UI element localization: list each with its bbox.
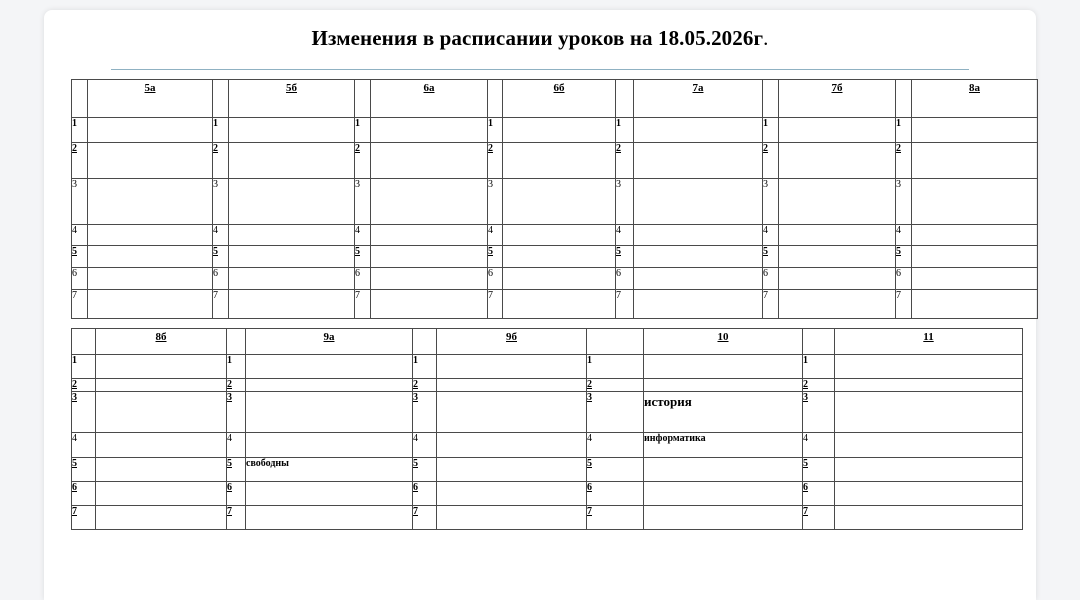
lesson-number: 3 xyxy=(803,392,835,433)
lesson-number: 2 xyxy=(227,379,246,392)
schedule-cell[interactable] xyxy=(229,290,355,319)
lesson-number: 3 xyxy=(72,392,96,433)
lesson-number: 1 xyxy=(763,118,779,143)
lesson-number: 6 xyxy=(896,268,912,290)
schedule-cell[interactable] xyxy=(912,290,1038,319)
lesson-number: 4 xyxy=(803,433,835,458)
schedule-cell[interactable] xyxy=(371,143,488,179)
lesson-number: 3 xyxy=(488,179,503,225)
lesson-number: 1 xyxy=(213,118,229,143)
lesson-number: 2 xyxy=(896,143,912,179)
lesson-number: 6 xyxy=(488,268,503,290)
lesson-number: 4 xyxy=(587,433,644,458)
schedule-cell[interactable] xyxy=(503,225,616,246)
lesson-number: 2 xyxy=(413,379,437,392)
lesson-number: 3 xyxy=(355,179,371,225)
lesson-number: 7 xyxy=(763,290,779,319)
schedule-cell[interactable] xyxy=(503,118,616,143)
lesson-number: 2 xyxy=(803,379,835,392)
schedule-cell[interactable] xyxy=(437,506,587,530)
lesson-number: 2 xyxy=(72,143,88,179)
lesson-number: 4 xyxy=(355,225,371,246)
title-dot: . xyxy=(763,26,769,50)
lesson-number: 5 xyxy=(213,246,229,268)
schedule-cell[interactable] xyxy=(644,458,803,482)
lesson-number: 1 xyxy=(355,118,371,143)
schedule-cell[interactable] xyxy=(779,246,896,268)
schedule-cell[interactable] xyxy=(96,392,227,433)
lesson-number: 3 xyxy=(227,392,246,433)
schedule-cell[interactable] xyxy=(634,268,763,290)
header-spacer-cell xyxy=(587,329,644,355)
lesson-number: 6 xyxy=(72,268,88,290)
lesson-number: 3 xyxy=(213,179,229,225)
lesson-number: 1 xyxy=(227,355,246,379)
class-header: 8а xyxy=(912,80,1038,118)
schedule-cell[interactable] xyxy=(912,225,1038,246)
header-row xyxy=(72,329,1023,355)
lesson-row xyxy=(72,392,1023,433)
header-spacer-cell xyxy=(803,329,835,355)
lesson-number: 4 xyxy=(616,225,634,246)
schedule-cell[interactable] xyxy=(779,225,896,246)
schedule-cell[interactable] xyxy=(835,506,1023,530)
schedule-cell[interactable] xyxy=(835,482,1023,506)
lesson-row xyxy=(72,458,1023,482)
lesson-row xyxy=(72,379,1023,392)
schedule-cell[interactable] xyxy=(644,379,803,392)
lesson-number: 6 xyxy=(413,482,437,506)
schedule-cell[interactable] xyxy=(779,290,896,319)
schedule-cell[interactable] xyxy=(88,179,213,225)
header-spacer-cell xyxy=(488,80,503,118)
lesson-number: 2 xyxy=(616,143,634,179)
schedule-change[interactable]: история xyxy=(644,392,803,433)
schedule-cell[interactable] xyxy=(644,482,803,506)
schedule-cell[interactable] xyxy=(912,268,1038,290)
lesson-number: 3 xyxy=(413,392,437,433)
schedule-table-upper xyxy=(71,79,1038,319)
lesson-number: 4 xyxy=(763,225,779,246)
lesson-number: 5 xyxy=(413,458,437,482)
lesson-number: 2 xyxy=(488,143,503,179)
lesson-number: 4 xyxy=(213,225,229,246)
lesson-number: 6 xyxy=(72,482,96,506)
lesson-number: 7 xyxy=(616,290,634,319)
class-header: 6б xyxy=(503,80,616,118)
schedule-cell[interactable] xyxy=(246,482,413,506)
schedule-cell[interactable] xyxy=(835,392,1023,433)
schedule-cell[interactable] xyxy=(634,225,763,246)
lesson-number: 2 xyxy=(763,143,779,179)
lesson-number: 7 xyxy=(488,290,503,319)
schedule-cell[interactable] xyxy=(779,179,896,225)
schedule-cell[interactable] xyxy=(246,355,413,379)
schedule-cell[interactable] xyxy=(437,433,587,458)
lesson-row xyxy=(72,246,1038,268)
lesson-number: 1 xyxy=(587,355,644,379)
lesson-number: 7 xyxy=(227,506,246,530)
class-header: 6а xyxy=(371,80,488,118)
class-header: 11 xyxy=(835,329,1023,355)
schedule-cell[interactable] xyxy=(835,379,1023,392)
lesson-number: 4 xyxy=(227,433,246,458)
schedule-cell[interactable] xyxy=(835,433,1023,458)
header-spacer-cell xyxy=(763,80,779,118)
lesson-number: 5 xyxy=(355,246,371,268)
lesson-number: 4 xyxy=(488,225,503,246)
schedule-cell[interactable] xyxy=(634,143,763,179)
lesson-number: 6 xyxy=(213,268,229,290)
header-spacer-cell xyxy=(72,329,96,355)
schedule-cell[interactable] xyxy=(634,179,763,225)
class-header: 7а xyxy=(634,80,763,118)
lesson-row xyxy=(72,290,1038,319)
lesson-number: 7 xyxy=(896,290,912,319)
schedule-cell[interactable] xyxy=(912,118,1038,143)
schedule-cell[interactable] xyxy=(246,506,413,530)
schedule-cell[interactable] xyxy=(634,246,763,268)
lesson-number: 5 xyxy=(72,246,88,268)
schedule-cell[interactable] xyxy=(437,482,587,506)
lesson-number: 5 xyxy=(896,246,912,268)
lesson-number: 1 xyxy=(896,118,912,143)
lesson-number: 2 xyxy=(213,143,229,179)
title-text: Изменения в расписании уроков на 18.05.2026г xyxy=(311,26,764,50)
lesson-number: 1 xyxy=(616,118,634,143)
schedule-cell[interactable] xyxy=(246,392,413,433)
schedule-cell[interactable] xyxy=(634,290,763,319)
schedule-cell[interactable] xyxy=(96,458,227,482)
schedule-cell[interactable] xyxy=(88,118,213,143)
schedule-cell[interactable] xyxy=(229,225,355,246)
lesson-number: 2 xyxy=(355,143,371,179)
class-header: 10 xyxy=(644,329,803,355)
lesson-row xyxy=(72,225,1038,246)
schedule-cell[interactable] xyxy=(96,482,227,506)
schedule-table-lower xyxy=(71,328,1023,530)
schedule-cell[interactable] xyxy=(88,143,213,179)
schedule-cell[interactable] xyxy=(88,225,213,246)
lesson-row xyxy=(72,143,1038,179)
schedule-cell[interactable] xyxy=(96,379,227,392)
lesson-number: 7 xyxy=(413,506,437,530)
schedule-cell[interactable] xyxy=(437,392,587,433)
lesson-row xyxy=(72,118,1038,143)
lesson-number: 5 xyxy=(616,246,634,268)
lesson-number: 6 xyxy=(227,482,246,506)
lesson-number: 1 xyxy=(72,118,88,143)
schedule-cell[interactable] xyxy=(437,355,587,379)
schedule-cell[interactable] xyxy=(503,246,616,268)
schedule-cell[interactable] xyxy=(779,268,896,290)
lesson-number: 7 xyxy=(587,506,644,530)
lesson-row xyxy=(72,433,1023,458)
schedule-cell[interactable] xyxy=(503,290,616,319)
lesson-number: 4 xyxy=(72,433,96,458)
lesson-number: 2 xyxy=(72,379,96,392)
schedule-cell[interactable] xyxy=(371,268,488,290)
lesson-number: 1 xyxy=(413,355,437,379)
lesson-number: 3 xyxy=(72,179,88,225)
schedule-cell[interactable] xyxy=(371,290,488,319)
lesson-number: 4 xyxy=(896,225,912,246)
header-row xyxy=(72,80,1038,118)
lesson-row xyxy=(72,355,1023,379)
lesson-number: 5 xyxy=(488,246,503,268)
header-spacer-cell xyxy=(616,80,634,118)
schedule-cell[interactable] xyxy=(644,506,803,530)
class-header: 5а xyxy=(88,80,213,118)
lesson-number: 6 xyxy=(763,268,779,290)
schedule-cell[interactable] xyxy=(371,225,488,246)
schedule-cell[interactable] xyxy=(371,179,488,225)
header-spacer-cell xyxy=(896,80,912,118)
lesson-number: 1 xyxy=(488,118,503,143)
lesson-number: 7 xyxy=(72,506,96,530)
class-header: 9б xyxy=(437,329,587,355)
class-header: 8б xyxy=(96,329,227,355)
lesson-number: 6 xyxy=(587,482,644,506)
schedule-cell[interactable] xyxy=(634,118,763,143)
header-spacer-cell xyxy=(413,329,437,355)
lesson-number: 6 xyxy=(803,482,835,506)
lesson-number: 4 xyxy=(72,225,88,246)
lesson-number: 7 xyxy=(213,290,229,319)
schedule-change[interactable]: информатика xyxy=(644,433,803,458)
class-header: 9а xyxy=(246,329,413,355)
schedule-cell[interactable] xyxy=(912,143,1038,179)
lesson-number: 3 xyxy=(616,179,634,225)
schedule-cell[interactable] xyxy=(96,355,227,379)
header-spacer-cell xyxy=(227,329,246,355)
schedule-cell[interactable] xyxy=(229,143,355,179)
schedule-cell[interactable] xyxy=(96,433,227,458)
schedule-change[interactable]: свободны xyxy=(246,458,413,482)
lesson-row xyxy=(72,506,1023,530)
header-spacer-cell xyxy=(355,80,371,118)
lesson-row xyxy=(72,268,1038,290)
lesson-number: 2 xyxy=(587,379,644,392)
header-spacer-cell xyxy=(72,80,88,118)
schedule-cell[interactable] xyxy=(88,246,213,268)
lesson-number: 3 xyxy=(763,179,779,225)
lesson-number: 6 xyxy=(616,268,634,290)
schedule-cell[interactable] xyxy=(96,506,227,530)
schedule-cell[interactable] xyxy=(246,379,413,392)
schedule-cell[interactable] xyxy=(229,179,355,225)
lesson-number: 1 xyxy=(72,355,96,379)
schedule-cell[interactable] xyxy=(644,355,803,379)
header-spacer-cell xyxy=(213,80,229,118)
schedule-cell[interactable] xyxy=(503,268,616,290)
schedule-cell[interactable] xyxy=(229,246,355,268)
lesson-number: 5 xyxy=(763,246,779,268)
schedule-cell[interactable] xyxy=(437,379,587,392)
lesson-row xyxy=(72,482,1023,506)
lesson-number: 5 xyxy=(587,458,644,482)
lesson-number: 5 xyxy=(227,458,246,482)
lesson-number: 7 xyxy=(355,290,371,319)
lesson-number: 7 xyxy=(72,290,88,319)
schedule-cell[interactable] xyxy=(779,143,896,179)
schedule-cell[interactable] xyxy=(912,246,1038,268)
lesson-number: 1 xyxy=(803,355,835,379)
lesson-row xyxy=(72,179,1038,225)
schedule-cell[interactable] xyxy=(229,268,355,290)
schedule-cell[interactable] xyxy=(88,290,213,319)
class-header: 5б xyxy=(229,80,355,118)
schedule-cell[interactable] xyxy=(835,355,1023,379)
schedule-cell[interactable] xyxy=(371,246,488,268)
lesson-number: 5 xyxy=(803,458,835,482)
lesson-number: 3 xyxy=(896,179,912,225)
lesson-number: 6 xyxy=(355,268,371,290)
schedule-cell[interactable] xyxy=(437,458,587,482)
schedule-cell[interactable] xyxy=(371,118,488,143)
schedule-cell[interactable] xyxy=(835,458,1023,482)
schedule-cell[interactable] xyxy=(912,179,1038,225)
schedule-cell[interactable] xyxy=(229,118,355,143)
title-divider xyxy=(111,69,969,70)
class-header: 7б xyxy=(779,80,896,118)
schedule-cell[interactable] xyxy=(503,143,616,179)
schedule-cell[interactable] xyxy=(246,433,413,458)
schedule-cell[interactable] xyxy=(779,118,896,143)
lesson-number: 4 xyxy=(413,433,437,458)
page-title xyxy=(44,26,1036,51)
schedule-cell[interactable] xyxy=(503,179,616,225)
schedule-cell[interactable] xyxy=(88,268,213,290)
lesson-number: 7 xyxy=(803,506,835,530)
lesson-number: 3 xyxy=(587,392,644,433)
lesson-number: 5 xyxy=(72,458,96,482)
